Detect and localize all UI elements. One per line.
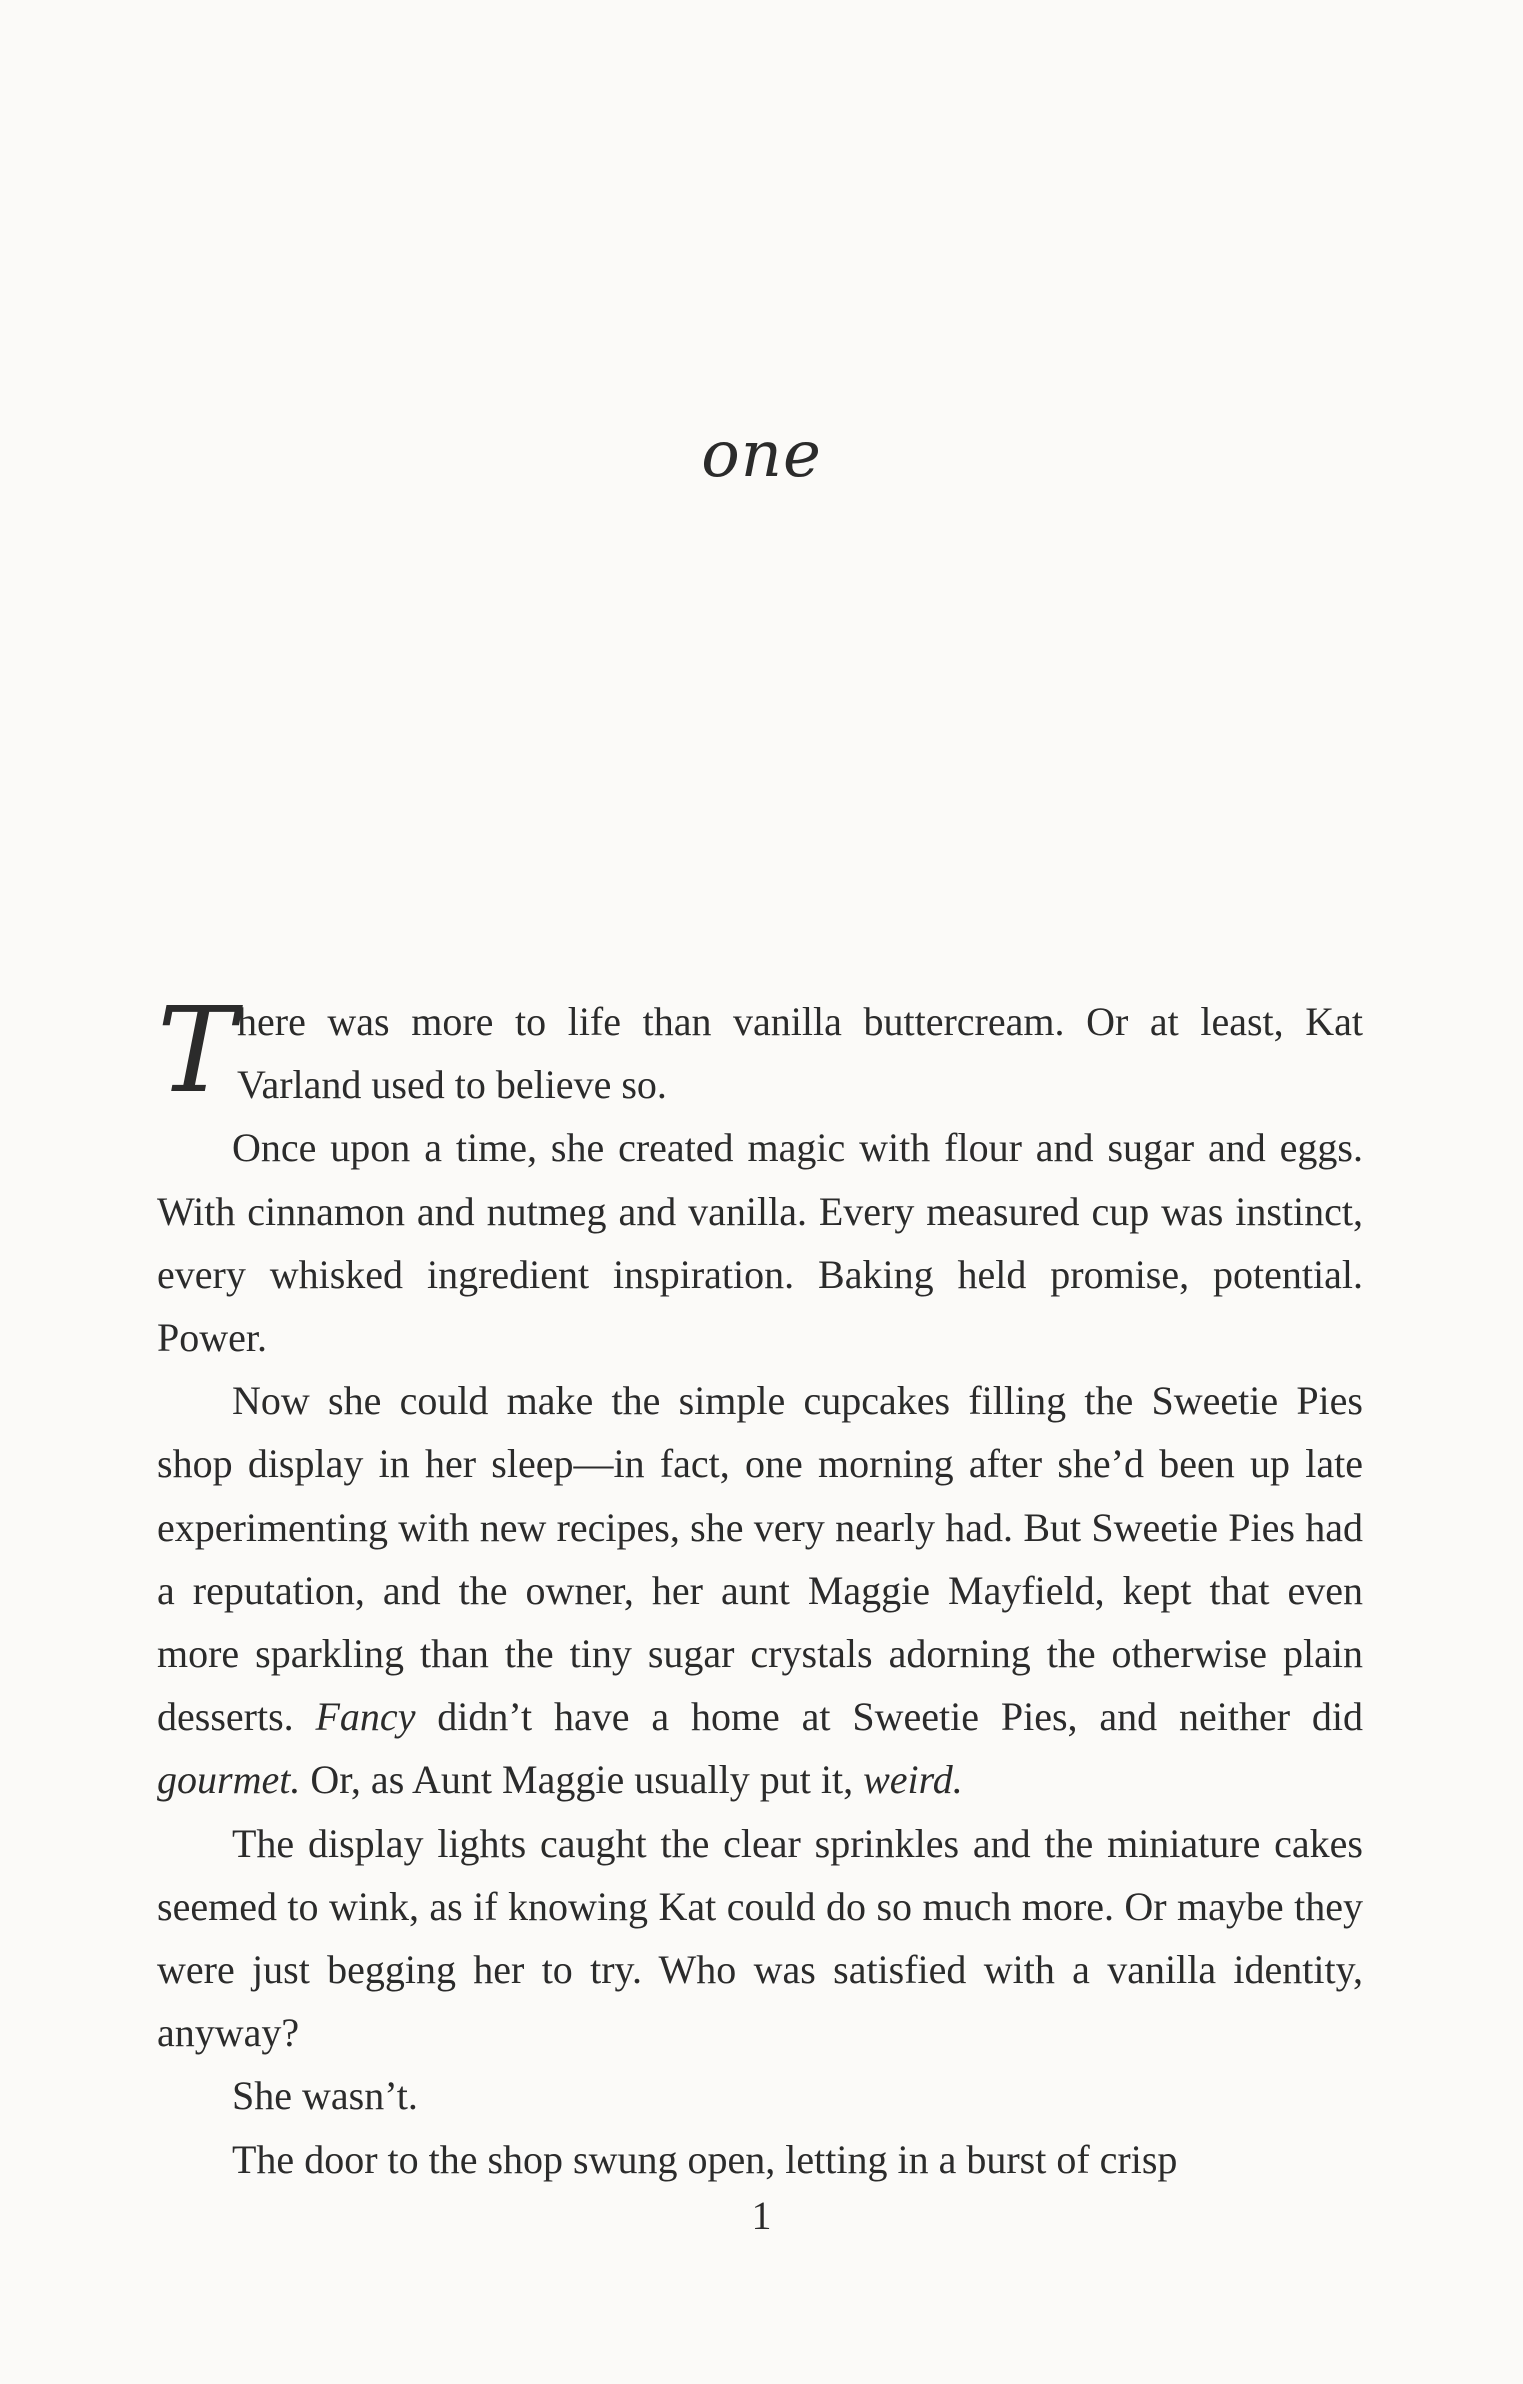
paragraph-4: The display lights caught the clear sprinkles and the miniature cakes seemed to wink, as if knowing Kat could do so much more. Or maybe they were just begging her to try. Who was satisfied with a vanilla identity, anyway? [157, 1820, 1363, 2056]
paragraph-2: Once upon a time, she created magic with flour and sugar and eggs. With cinnamon and nutmeg and vanilla. Every measured cup was instinct, every whisked ingredient inspiration. Baking held promise, potential. Power. [157, 1125, 1363, 1361]
paragraph-3-tail-1: didn’t have a home at Sweetie Pies, and neither did [415, 1694, 1364, 1740]
paragraph-1-text: here was more to life than vanilla buttercream. Or at least, Kat Varland used to believe so. [237, 999, 1363, 1108]
chapter-title: one [701, 418, 822, 492]
paragraph-3 [157, 1369, 1363, 1811]
page-number: 1 [751, 2193, 772, 2238]
paragraph-3-tail-2: Or, as Aunt Maggie usually put it, [300, 1757, 864, 1803]
emphasis-gourmet: gourmet. [157, 1757, 301, 1803]
drop-cap: T [157, 981, 236, 1119]
emphasis-fancy: Fancy [315, 1694, 416, 1740]
paragraph-3-text: Now she could make the simple cupcakes filling the Sweetie Pies shop display in her sleep—in fact, one morning after she’d been up late experimenting with new recipes, she very nearly had. But Sweetie Pies had a reputation, and the owner, her aunt Maggie Mayfield, kept that even more sparkling than the tiny sugar crystals adorning the otherwise plain desserts. [157, 1378, 1363, 1740]
body-text [157, 981, 1364, 2191]
paragraph-6: The door to the shop swung open, letting in a burst of crisp [232, 2136, 1178, 2182]
paragraph-5: She wasn’t. [232, 2073, 418, 2119]
paragraph-1 [157, 981, 1363, 1119]
emphasis-weird: weird. [863, 1757, 963, 1803]
